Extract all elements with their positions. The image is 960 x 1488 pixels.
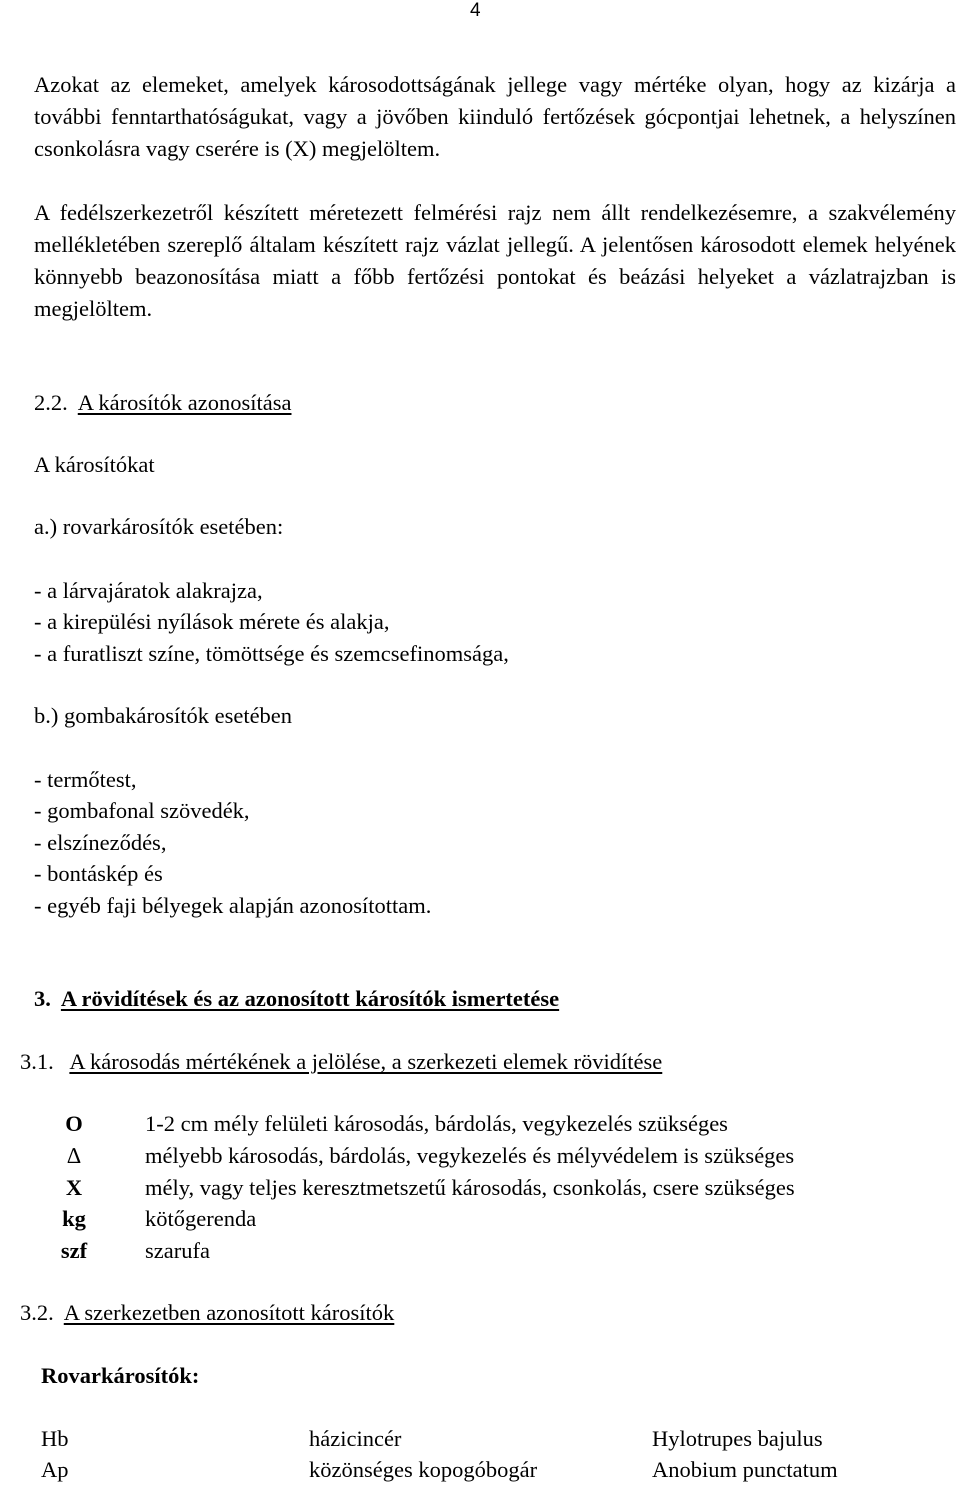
section-2-2-number: 2.2. [34, 390, 68, 415]
section-3-heading [34, 985, 559, 1013]
intro-paragraph-1: Azokat az elemeket, amelyek károsodottságának jellege vagy mértéke olyan, hogy az kizárja a további fenntarthatóságukat, vagy a jövőben kiinduló fertőzések gócpontjai lehetnek, a helyszínen csonkolásra vagy cserére is (X) megjelöltem. [34, 72, 956, 161]
abbr-desc: kötőgerenda [145, 1206, 257, 1231]
section-2-2-title: A károsítók azonosítása [77, 390, 292, 415]
insect-heading: a.) rovarkárosítók esetében: [34, 514, 284, 539]
pest-latin-name: Anobium punctatum [652, 1457, 838, 1482]
pest-name: házicincér [309, 1426, 402, 1451]
abbr-key: szf [60, 1238, 88, 1263]
section-3-1-heading [20, 1048, 662, 1076]
section-3-2-title: A szerkezetben azonosított károsítók [63, 1300, 395, 1325]
list-item: - gombafonal szövedék, [34, 798, 250, 823]
page-number: 4 [470, 0, 481, 21]
list-item: - bontáskép és [34, 861, 163, 886]
abbr-desc: mély, vagy teljes keresztmetszetű károsodás, csonkolás, csere szükséges [145, 1175, 795, 1200]
section-2-2-heading [34, 389, 291, 417]
abbr-desc: 1-2 cm mély felületi károsodás, bárdolás, vegykezelés szükséges [145, 1111, 728, 1136]
list-item: - a furatliszt színe, tömöttsége és szemcsefinomsága, [34, 641, 509, 666]
section-3-2-heading [20, 1299, 394, 1327]
section-3-1-number: 3.1. [20, 1049, 54, 1074]
section-3-2-number: 3.2. [20, 1300, 54, 1325]
section-2-2-lead: A károsítókat [34, 452, 155, 477]
abbr-key: O [65, 1111, 83, 1136]
pest-latin-name: Hylotrupes bajulus [652, 1426, 823, 1451]
section-3-number: 3. [34, 986, 51, 1011]
section-3-title: A rövidítések és az azonosított károsítók ismertetése [60, 986, 560, 1011]
abbr-desc: mélyebb károsodás, bárdolás, vegykezelés és mélyvédelem is szükséges [145, 1143, 795, 1168]
list-item: - a kirepülési nyílások mérete és alakja, [34, 609, 390, 634]
pest-name: közönséges kopogóbogár [309, 1457, 538, 1482]
insect-pests-subheading: Rovarkárosítók: [41, 1363, 200, 1388]
list-item: - termőtest, [34, 767, 137, 792]
pest-code: Ap [41, 1457, 69, 1482]
abbr-desc: szarufa [145, 1238, 210, 1263]
list-item: - egyéb faji bélyegek alapján azonosítottam. [34, 893, 432, 918]
section-3-1-title: A károsodás mértékének a jelölése, a szerkezeti elemek rövidítése [69, 1049, 663, 1074]
list-item: - a lárvajáratok alakrajza, [34, 578, 263, 603]
abbr-key: X [65, 1175, 83, 1200]
abbr-key: ∆ [67, 1143, 81, 1168]
fungus-heading: b.) gombakárosítók esetében [34, 703, 293, 728]
list-item: - elszíneződés, [34, 830, 167, 855]
pest-code: Hb [41, 1426, 69, 1451]
abbr-key: kg [62, 1206, 86, 1231]
intro-paragraph-2: A fedélszerkezetről készített méretezett felmérési rajz nem állt rendelkezésemre, a szakvélemény mellékletében szereplő általam készített rajz vázlat jellegű. A jelentősen károsodott elemek helyének könnyebb beazonosítása miatt a főbb fertőzési pontokat és beázási helyeket a vázlatrajzban is megjelöltem. [34, 200, 956, 321]
